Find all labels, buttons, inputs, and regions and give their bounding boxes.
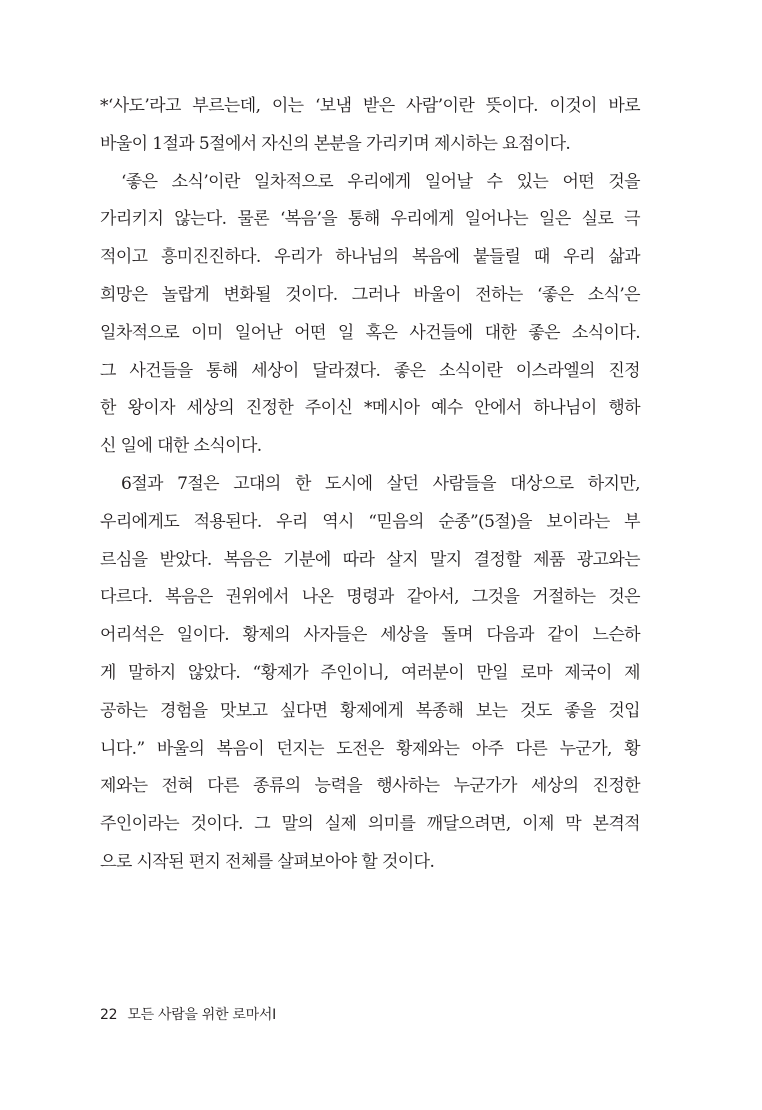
text-line: 그 사건들을 통해 세상이 달라졌다. 좋은 소식이란 이스라엘의 진정 <box>100 360 640 381</box>
text-line: 가리키지 않는다. 물론 ‘복음’을 통해 우리에게 일어나는 일은 실로 극 <box>100 209 640 230</box>
text-line: 어리석은 일이다. 황제의 사자들은 세상을 돌며 다음과 같이 느슨하 <box>100 625 640 646</box>
text-line: 신 일에 대한 소식이다. <box>100 436 262 457</box>
paragraph <box>100 164 640 466</box>
text-line: 으로 시작된 편지 전체를 살펴보아야 할 것이다. <box>100 851 435 872</box>
text-line: 르심을 받았다. 복음은 기분에 따라 살지 말지 결정할 제품 광고와는 <box>100 549 640 570</box>
text-line: 공하는 경험을 맛보고 싶다면 황제에게 복종해 보는 것도 좋을 것입 <box>100 700 640 721</box>
text-line: 6절과 7절은 고대의 한 도시에 살던 사람들을 대상으로 하지만, <box>121 473 640 494</box>
paragraph <box>100 88 640 164</box>
text-line: 주인이라는 것이다. 그 말의 실제 의미를 깨달으려면, 이제 막 본격적 <box>100 814 640 835</box>
page-number: 22 <box>100 1007 118 1023</box>
text-line: *‘사도’라고 부르는데, 이는 ‘보냄 받은 사람’이란 뜻이다. 이것이 바로 <box>100 96 640 116</box>
text-line: 우리에게도 적용된다. 우리 역시 “믿음의 순종”(5절)을 보이라는 부 <box>100 511 640 532</box>
text-line: 일차적으로 이미 일어난 어떤 일 혹은 사건들에 대한 좋은 소식이다. <box>100 322 640 343</box>
page-footer <box>100 1004 276 1024</box>
text-line: ‘좋은 소식’이란 일차적으로 우리에게 일어날 수 있는 어떤 것을 <box>121 171 640 192</box>
text-line: 게 말하지 않았다. “황제가 주인이니, 여러분이 만일 로마 제국이 제 <box>100 662 640 683</box>
text-line: 다르다. 복음은 권위에서 나온 명령과 같아서, 그것을 거절하는 것은 <box>100 587 640 608</box>
text-line: 희망은 놀랍게 변화될 것이다. 그러나 바울이 전하는 ‘좋은 소식’은 <box>100 284 640 305</box>
body-text <box>100 88 640 882</box>
paragraph <box>100 466 640 882</box>
text-line: 니다.” 바울의 복음이 던지는 도전은 황제와는 아주 다른 누군가, 황 <box>100 738 640 759</box>
text-line: 바울이 1절과 5절에서 자신의 본분을 가리키며 제시하는 요점이다. <box>100 133 571 154</box>
text-line: 한 왕이자 세상의 진정한 주이신 *메시아 예수 안에서 하나님이 행하 <box>100 398 640 419</box>
book-title: 모든 사람을 위한 로마서I <box>127 1007 276 1023</box>
text-line: 적이고 흥미진진하다. 우리가 하나님의 복음에 붙들릴 때 우리 삶과 <box>100 247 640 268</box>
text-line: 제와는 전혀 다른 종류의 능력을 행사하는 누군가가 세상의 진정한 <box>100 776 640 797</box>
